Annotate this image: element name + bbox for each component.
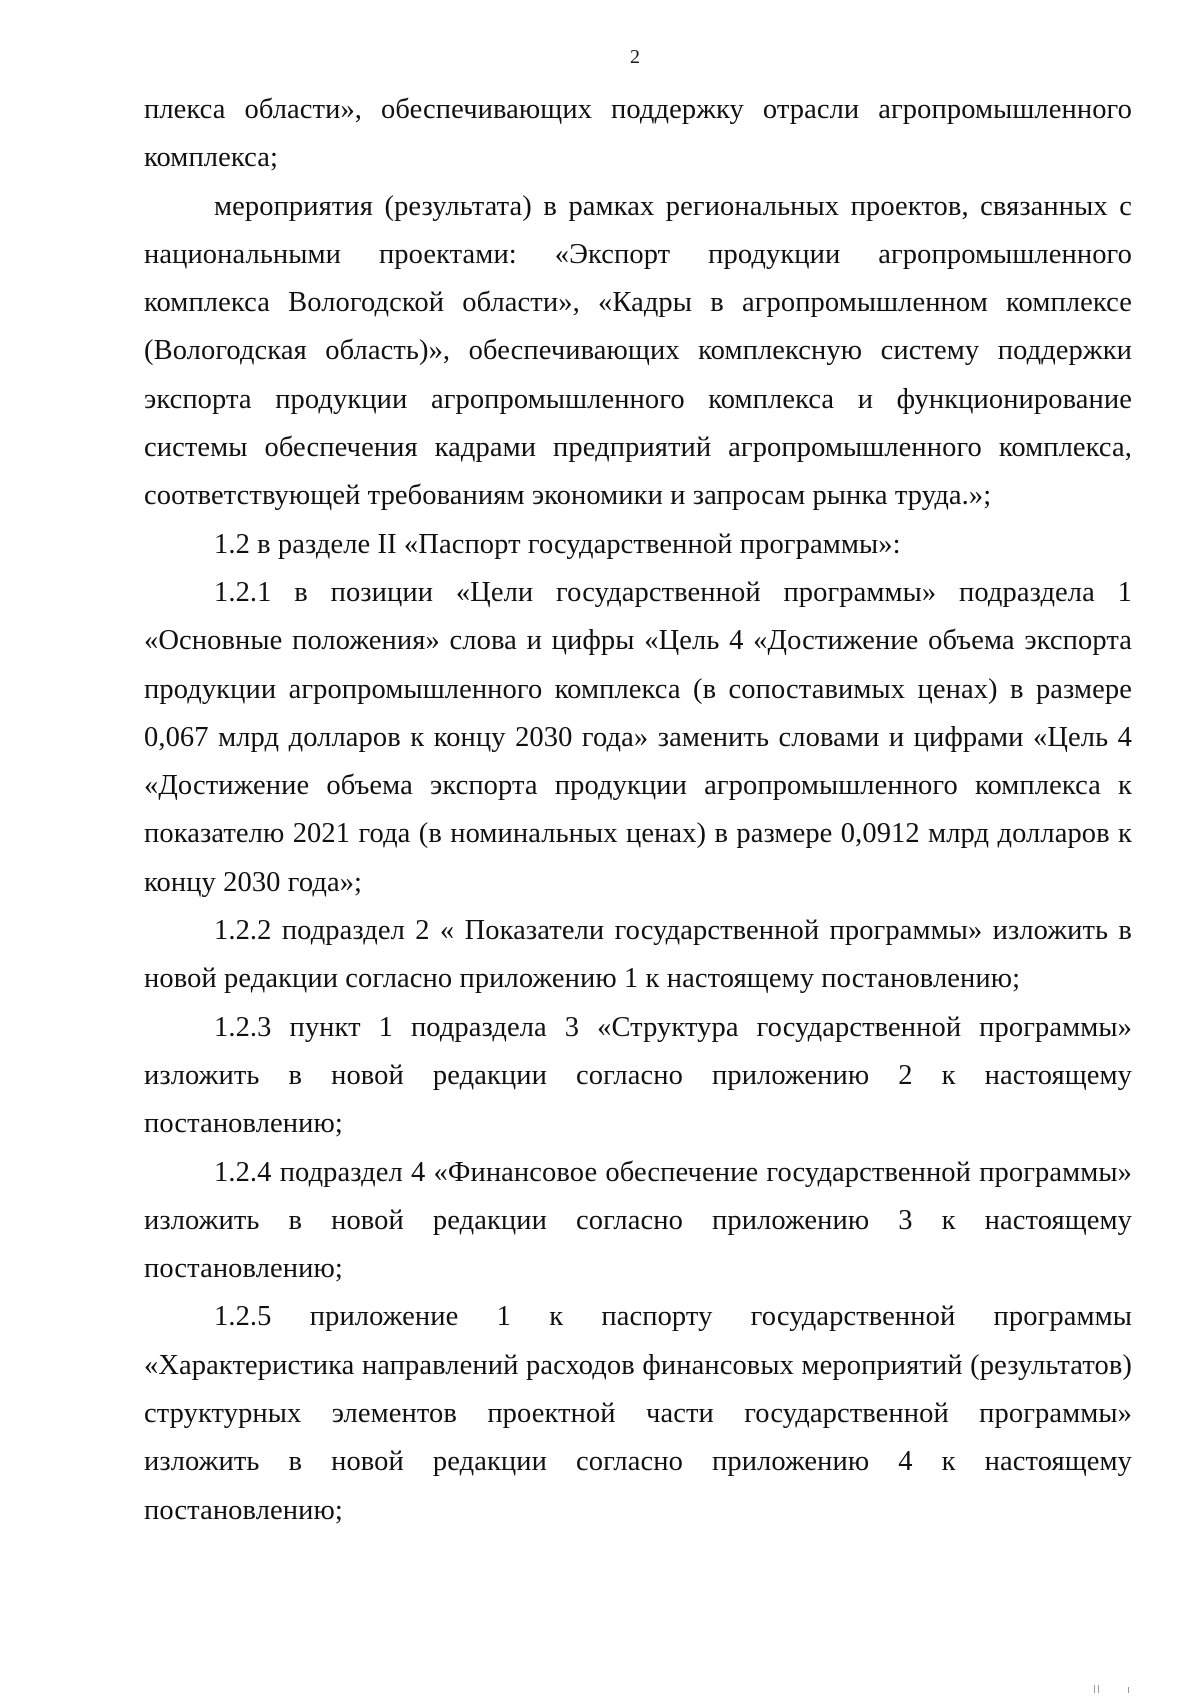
paragraph-1-2-5: 1.2.5 приложение 1 к паспорту государственной программы «Характеристика направлений расходов финансовых мероприятий (результатов) структурных элементов проектной части государственной программы» изложить в новой редакции согласно приложению 4 к настоящему постановлению; — [144, 1301, 1132, 1526]
paragraph-1-2-4: 1.2.4 подраздел 4 «Финансовое обеспечение государственной программы» изложить в новой редакции согласно приложению 3 к настоящему постановлению; — [144, 1156, 1132, 1285]
paragraph-1-2-2: 1.2.2 подраздел 2 « Показатели государственной программы» изложить в новой редакции согласно приложению 1 к настоящему постановлению; — [144, 915, 1132, 995]
scan-edge-mark — [1092, 1683, 1132, 1693]
document-body — [144, 86, 1132, 1535]
paragraph-continuation: плекса области», обеспечивающих поддержку отрасли агропромышленного комплекса; — [144, 94, 1132, 174]
paragraph-regional-projects: мероприятия (результата) в рамках региональных проектов, связанных с национальными проектами: «Экспорт продукции агропромышленного комплекса Вологодской области», «Кадры в агропромышленном комплексе (Вологодская область)», обеспечивающих комплексную систему поддержки экспорта продукции агропромышленного комплекса и функционирование системы обеспечения кадрами предприятий агропромышленного комплекса, соответствующей требованиям экономики и запросам рынка труда.»; — [144, 190, 1132, 512]
paragraph-1-2-1: 1.2.1 в позиции «Цели государственной программы» подраздела 1 «Основные положения» слова и цифры «Цель 4 «Достижение объема экспорта продукции агропромышленного комплекса (в сопоставимых ценах) в размере 0,067 млрд долларов к концу 2030 года» заменить словами и цифрами «Цель 4 «Достижение объема экспорта продукции агропромышленного комплекса к показателю 2021 года (в номинальных ценах) в размере 0,0912 млрд долларов к концу 2030 года»; — [144, 576, 1132, 898]
paragraph-1-2-3: 1.2.3 пункт 1 подраздела 3 «Структура государственной программы» изложить в новой редакции согласно приложению 2 к настоящему постановлению; — [144, 1011, 1132, 1140]
page-number: 2 — [630, 46, 640, 68]
paragraph-1-2: 1.2 в разделе II «Паспорт государственной программы»: — [214, 528, 901, 560]
